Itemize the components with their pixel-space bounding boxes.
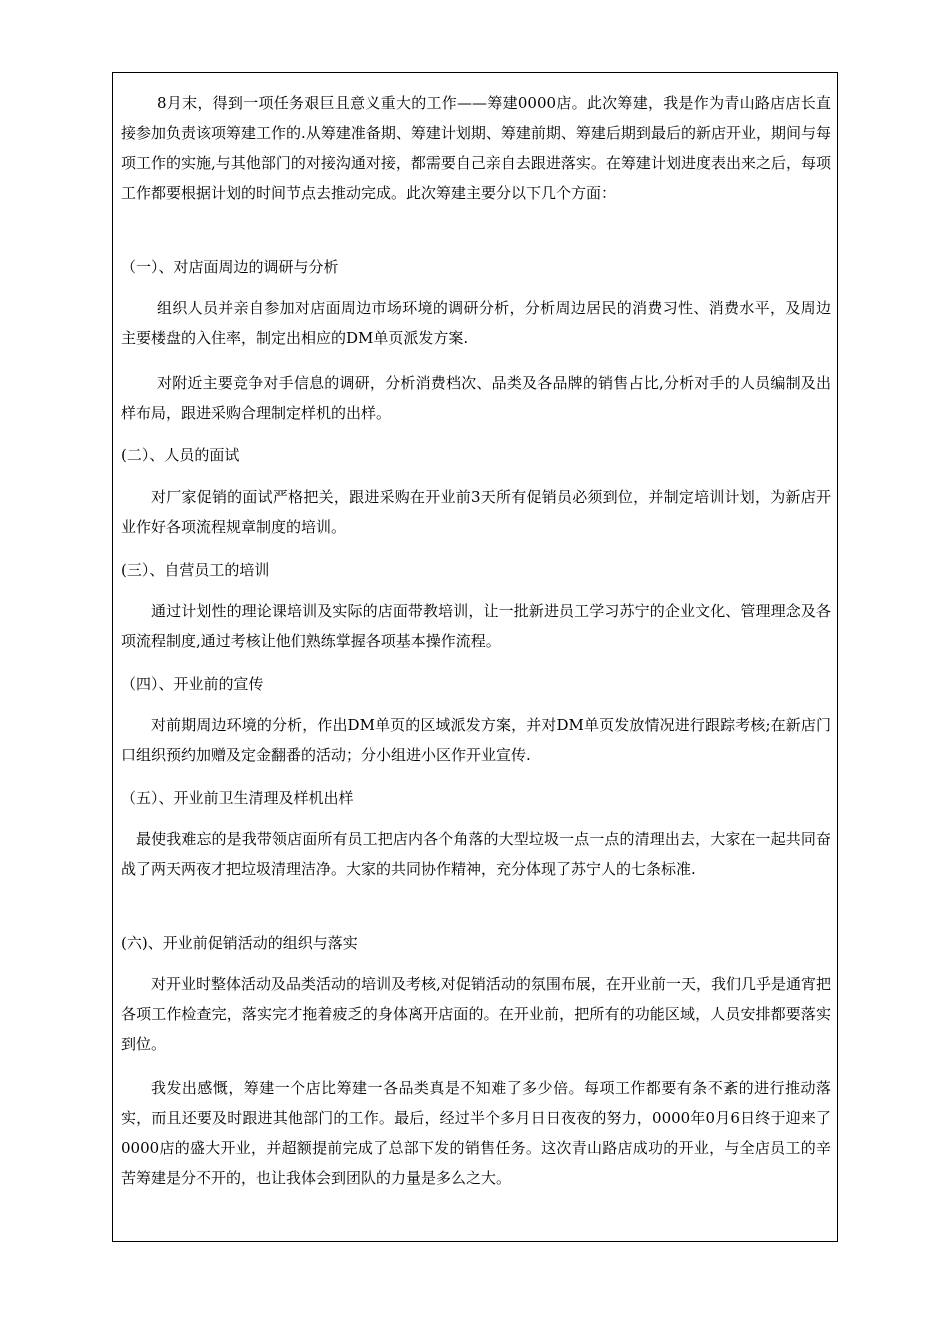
section-1-paragraph-1: 组织人员并亲自参加对店面周边市场环境的调研分析，分析周边居民的消费习性、消费水平，及周边主要楼盘的入住率，制定出相应的DM单页派发方案.	[121, 299, 831, 347]
section-1-paragraph-2: 对附近主要竞争对手信息的调研，分析消费档次、品类及各品牌的销售占比,分析对手的人员编制及出样布局，跟进采购合理制定样机的出样。	[121, 374, 831, 422]
section-4-paragraph-1: 对前期周边环境的分析，作出DM单页的区域派发方案，并对DM单页发放情况进行跟踪考核;在新店门口组织预约加赠及定金翻番的活动；分小组进小区作开业宣传.	[121, 716, 831, 764]
section-5-paragraph-1: 最使我难忘的是我带领店面所有员工把店内各个角落的大型垃圾一点一点的清理出去，大家在一起共同奋战了两天两夜才把垃圾清理洁净。大家的共同协作精神，充分体现了苏宁人的七条标准.	[121, 830, 831, 878]
section-5-heading: （五）、开业前卫生清理及样机出样	[121, 789, 354, 807]
document-frame	[112, 72, 838, 1242]
section-2-heading: (二）、人员的面试	[121, 446, 240, 464]
intro-paragraph: 8月末，得到一项任务艰巨且意义重大的工作——筹建0000店。此次筹建，我是作为青山路店店长直接参加负责该项筹建工作的.从筹建准备期、筹建计划期、筹建前期、筹建后期到最后的新店开业，期间与每项工作的实施,与其他部门的对接沟通对接，都需要自己亲自去跟进落实。在筹建计划进度表出来之后，每项工作都要根据计划的时间节点去推动完成。此次筹建主要分以下几个方面：	[121, 94, 831, 202]
section-2-paragraph-1: 对厂家促销的面试严格把关，跟进采购在开业前3天所有促销员必须到位，并制定培训计划，为新店开业作好各项流程规章制度的培训。	[121, 488, 831, 536]
section-6-paragraph-1: 对开业时整体活动及品类活动的培训及考核,对促销活动的氛围布展，在开业前一天，我们几乎是通宵把各项工作检查完，落实完才拖着疲乏的身体离开店面的。在开业前，把所有的功能区域，人员安排都要落实到位。	[121, 975, 831, 1053]
section-3-heading: (三）、自营员工的培训	[121, 561, 270, 579]
section-1-heading: （一）、对店面周边的调研与分析	[121, 258, 339, 276]
section-6-paragraph-2: 我发出感慨，筹建一个店比筹建一各品类真是不知难了多少倍。每项工作都要有条不紊的进行推动落实，而且还要及时跟进其他部门的工作。最后，经过半个多月日日夜夜的努力，0000年0月6日终于迎来了0000店的盛大开业，并超额提前完成了总部下发的销售任务。这次青山路店成功的开业，与全店员工的辛苦筹建是分不开的，也让我体会到团队的力量是多么之大。	[121, 1079, 831, 1187]
section-4-heading: （四）、开业前的宣传	[121, 675, 264, 693]
section-3-paragraph-1: 通过计划性的理论课培训及实际的店面带教培训，让一批新进员工学习苏宁的企业文化、管理理念及各项流程制度,通过考核让他们熟练掌握各项基本操作流程。	[121, 602, 831, 650]
section-6-heading: (六)、开业前促销活动的组织与落实	[121, 934, 358, 952]
